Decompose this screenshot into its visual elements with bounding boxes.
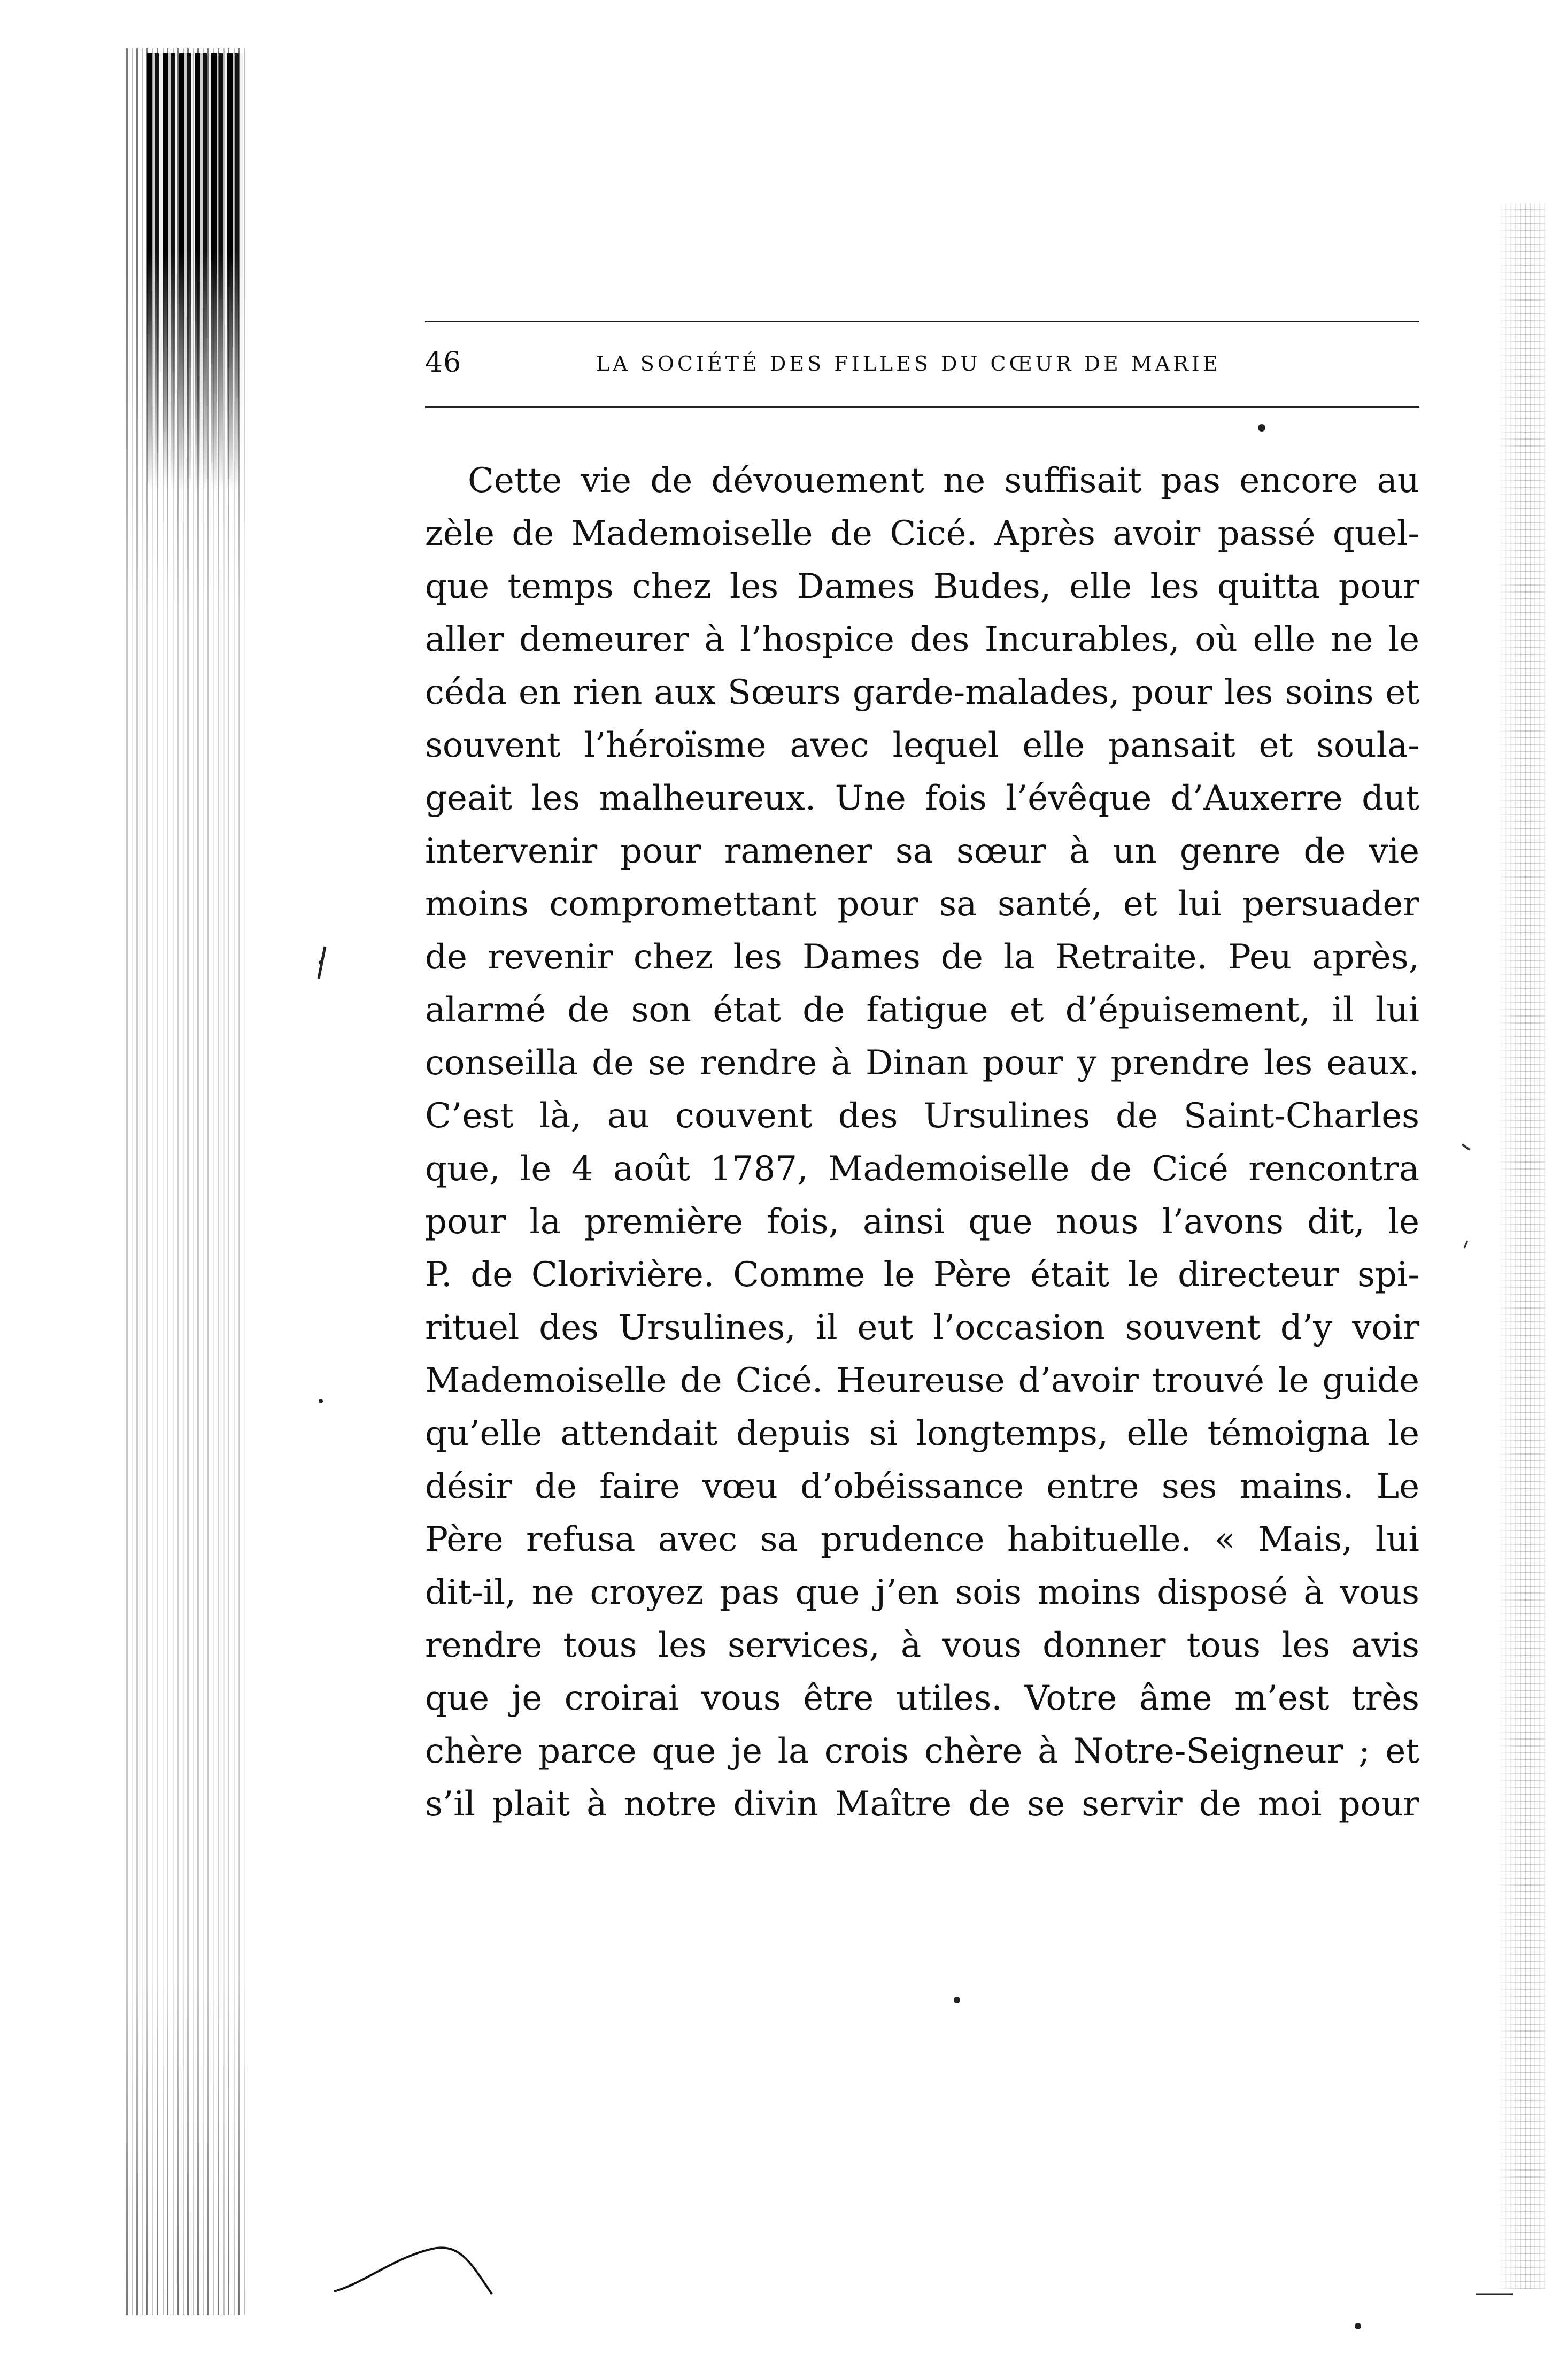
running-head [425, 342, 1419, 390]
text-line: de revenir chez les Dames de la Retraite. Peu après, [425, 937, 1419, 977]
text-line: Père refusa avec sa prudence habituelle. « Mais, lui [425, 1520, 1419, 1559]
text-line: que, le 4 août 1787, Mademoiselle de Cicé rencontra [425, 1149, 1419, 1189]
pen-stroke-mark [331, 2225, 513, 2299]
binding-dark-edge [147, 53, 243, 492]
text-line: souvent l’héroïsme avec lequel elle pansait et soula- [425, 726, 1419, 765]
text-line: aller demeurer à l’hospice des Incurables, où elle ne le [425, 620, 1419, 659]
text-line: désir de faire vœu d’obéissance entre ses mains. Le [425, 1467, 1419, 1506]
text-line: dit-il, ne croyez pas que j’en sois moins disposé à vous [425, 1573, 1419, 1612]
text-line: que je croirai vous être utiles. Votre âme m’est très [425, 1679, 1419, 1718]
text-line: Mademoiselle de Cicé. Heureuse d’avoir trouvé le guide [425, 1361, 1419, 1401]
text-line: s’il plait à notre divin Maître de se servir de moi pour [425, 1784, 1419, 1824]
text-line: rendre tous les services, à vous donner tous les avis [425, 1626, 1419, 1665]
body-text [425, 455, 1419, 1831]
running-title: LA SOCIÉTÉ DES FILLES DU CŒUR DE MARIE [596, 352, 1221, 375]
text-line: alarmé de son état de fatigue et d’épuisement, il lui [425, 990, 1419, 1030]
text-line: qu’elle attendait depuis si longtemps, elle témoigna le [425, 1414, 1419, 1453]
text-line: moins compromettant pour sa santé, et lui persuader [425, 884, 1419, 924]
text-line: rituel des Ursulines, il eut l’occasion souvent d’y voir [425, 1308, 1419, 1348]
header-rule-top [425, 321, 1419, 322]
header-rule-bottom [425, 406, 1419, 408]
text-line: C’est là, au couvent des Ursulines de Saint-Charles [425, 1096, 1419, 1136]
text-line: Cette vie de dévouement ne suffisait pas encore au [468, 461, 1419, 501]
text-line: conseilla de se rendre à Dinan pour y prendre les eaux. [425, 1043, 1419, 1083]
text-line: P. de Clorivière. Comme le Père était le directeur spi- [425, 1255, 1419, 1295]
text-line: zèle de Mademoiselle de Cicé. Après avoir passé quel- [425, 514, 1419, 553]
page-edge-speckle [1497, 203, 1545, 2289]
text-line: intervenir pour ramener sa sœur à un genre de vie [425, 832, 1419, 871]
text-line: chère parce que je la crois chère à Notre-Seigneur ; et [425, 1732, 1419, 1771]
page-number: 46 [425, 347, 462, 379]
text-line: geait les malheureux. Une fois l’évêque d’Auxerre dut [425, 779, 1419, 818]
text-line: pour la première fois, ainsi que nous l’avons dit, le [425, 1202, 1419, 1242]
text-line: céda en rien aux Sœurs garde-malades, pour les soins et [425, 673, 1419, 712]
text-line: que temps chez les Dames Budes, elle les quitta pour [425, 567, 1419, 606]
